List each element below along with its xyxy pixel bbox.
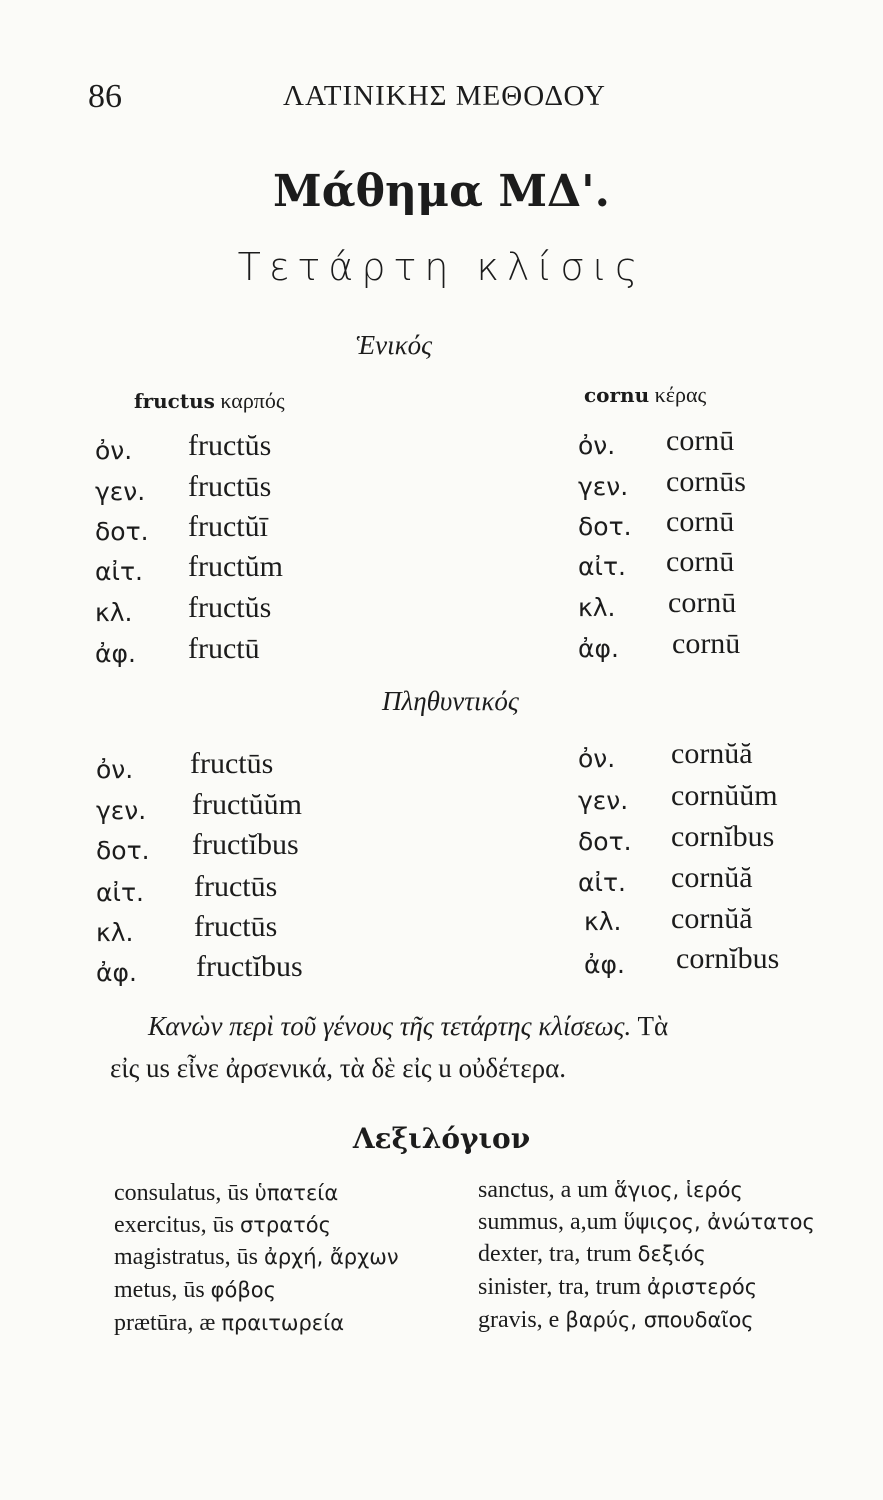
case-label: αἰτ. bbox=[578, 868, 626, 897]
vocab-latin: dexter, tra, trum bbox=[478, 1241, 632, 1267]
case-label: δοτ. bbox=[95, 517, 149, 546]
form-right: cornū bbox=[668, 586, 737, 619]
form-right: cornŭă bbox=[671, 737, 753, 770]
form-left: fructūs bbox=[188, 470, 272, 503]
vocab-greek: βαρύς, σπουδαῖος bbox=[565, 1308, 754, 1332]
form-right: cornĭbus bbox=[676, 942, 780, 975]
form-left: fructŭs bbox=[188, 591, 272, 624]
chapter-title: Τετάρτη κλίσις bbox=[237, 245, 646, 289]
right-noun-latin: cornu bbox=[584, 383, 650, 407]
form-left: fructŭs bbox=[188, 429, 272, 462]
vocab-latin: magistratus, ūs bbox=[114, 1244, 258, 1270]
vocab-entry bbox=[478, 1274, 757, 1301]
form-left: fructū bbox=[188, 632, 260, 665]
right-noun-heading bbox=[584, 382, 706, 408]
vocab-entry bbox=[114, 1180, 338, 1207]
vocab-greek: δεξιός bbox=[637, 1242, 706, 1266]
vocab-latin: summus, a,um bbox=[478, 1209, 618, 1235]
case-label: ἀφ. bbox=[96, 958, 137, 987]
vocab-latin: sinister, tra, trum bbox=[478, 1274, 642, 1300]
vocab-greek: φόβος bbox=[210, 1278, 276, 1302]
vocab-latin: exercitus, ūs bbox=[114, 1212, 234, 1238]
left-noun-heading bbox=[134, 388, 285, 414]
case-label: αἰτ. bbox=[96, 878, 144, 907]
vocab-entry bbox=[114, 1277, 276, 1304]
form-right: cornū bbox=[666, 505, 735, 538]
case-label: κλ. bbox=[96, 918, 134, 947]
left-noun-greek: καρπός bbox=[220, 388, 285, 413]
vocab-greek: ἅγιος, ἱερός bbox=[613, 1178, 743, 1202]
case-label: ὀν. bbox=[96, 755, 134, 784]
form-right: cornĭbus bbox=[671, 820, 775, 853]
vocab-entry bbox=[478, 1209, 815, 1236]
form-right: cornū bbox=[672, 627, 741, 660]
case-label: γεν. bbox=[96, 796, 147, 825]
case-label: ὀν. bbox=[578, 431, 616, 460]
form-right: cornŭŭm bbox=[671, 779, 778, 812]
vocab-greek: πραιτωρεία bbox=[221, 1311, 345, 1335]
case-label: αἰτ. bbox=[578, 552, 626, 581]
right-noun-greek: κέρας bbox=[654, 382, 707, 407]
form-right: cornū bbox=[666, 424, 735, 457]
form-left: fructūs bbox=[190, 747, 274, 780]
case-label: ἀφ. bbox=[578, 634, 619, 663]
vocab-latin: gravis, e bbox=[478, 1307, 560, 1333]
vocab-latin: consulatus, ūs bbox=[114, 1180, 249, 1206]
form-left: fructŭī bbox=[188, 510, 268, 543]
vocabulary-title: Λεξιλόγιον bbox=[352, 1122, 531, 1155]
vocab-greek: ὕψιςος, ἀνώτατος bbox=[623, 1210, 815, 1234]
page-number: 86 bbox=[88, 78, 122, 115]
case-label: κλ. bbox=[584, 907, 622, 936]
case-label: ὀν. bbox=[95, 436, 133, 465]
vocab-entry bbox=[478, 1307, 754, 1334]
form-left: fructĭbus bbox=[196, 950, 303, 983]
form-right: cornŭă bbox=[671, 902, 753, 935]
rule-line2: εἰς us εἶνε ἀρσενικά, τὰ δὲ εἰς u οὐδέτερα. bbox=[110, 1053, 567, 1083]
vocab-entry bbox=[114, 1310, 344, 1337]
vocab-greek: ἀριστερός bbox=[647, 1275, 758, 1299]
case-label: δοτ. bbox=[578, 512, 632, 541]
case-label: κλ. bbox=[95, 598, 133, 627]
vocab-greek: ἀρχή, ἄρχων bbox=[264, 1245, 399, 1269]
case-label: ἀφ. bbox=[95, 639, 136, 668]
form-right: cornŭă bbox=[671, 861, 753, 894]
case-label: γεν. bbox=[95, 477, 146, 506]
running-head: ΛΑΤΙΝΙΚΗΣ ΜΕΘΟΔΟΥ bbox=[283, 80, 607, 112]
gender-rule bbox=[110, 1005, 880, 1089]
form-left: fructĭbus bbox=[192, 828, 299, 861]
case-label: γεν. bbox=[578, 786, 629, 815]
plural-label: Πληθυντικός bbox=[382, 686, 519, 716]
case-label: ἀφ. bbox=[584, 950, 625, 979]
vocab-greek: στρατός bbox=[239, 1213, 331, 1237]
form-left: fructŭm bbox=[188, 550, 283, 583]
vocab-entry bbox=[478, 1241, 706, 1268]
case-label: κλ. bbox=[578, 593, 616, 622]
case-label: δοτ. bbox=[578, 827, 632, 856]
rule-heading: Κανὼν περὶ τοῦ γένους τῆς τετάρτης κλίσεως. bbox=[148, 1011, 632, 1041]
vocab-greek: ὑπατεία bbox=[254, 1181, 339, 1205]
form-right: cornūs bbox=[666, 465, 746, 498]
rule-line1-rest: Τὰ bbox=[631, 1011, 669, 1041]
case-label: αἰτ. bbox=[95, 557, 143, 586]
form-left: fructŭŭm bbox=[192, 788, 302, 821]
singular-label: Ἑνικός bbox=[356, 330, 433, 360]
form-left: fructūs bbox=[194, 910, 278, 943]
case-label: δοτ. bbox=[96, 836, 150, 865]
vocab-entry bbox=[114, 1244, 399, 1271]
vocab-latin: sanctus, a um bbox=[478, 1177, 608, 1203]
case-label: γεν. bbox=[578, 472, 629, 501]
form-left: fructūs bbox=[194, 870, 278, 903]
left-noun-latin: fructus bbox=[134, 389, 215, 413]
vocab-entry bbox=[478, 1177, 743, 1204]
vocab-latin: prætūra, æ bbox=[114, 1310, 216, 1336]
case-label: ὀν. bbox=[578, 744, 616, 773]
vocab-latin: metus, ūs bbox=[114, 1277, 205, 1303]
form-right: cornū bbox=[666, 545, 735, 578]
vocab-entry bbox=[114, 1212, 331, 1239]
lesson-title: Μάθημα ΜΔ'. bbox=[273, 166, 610, 217]
